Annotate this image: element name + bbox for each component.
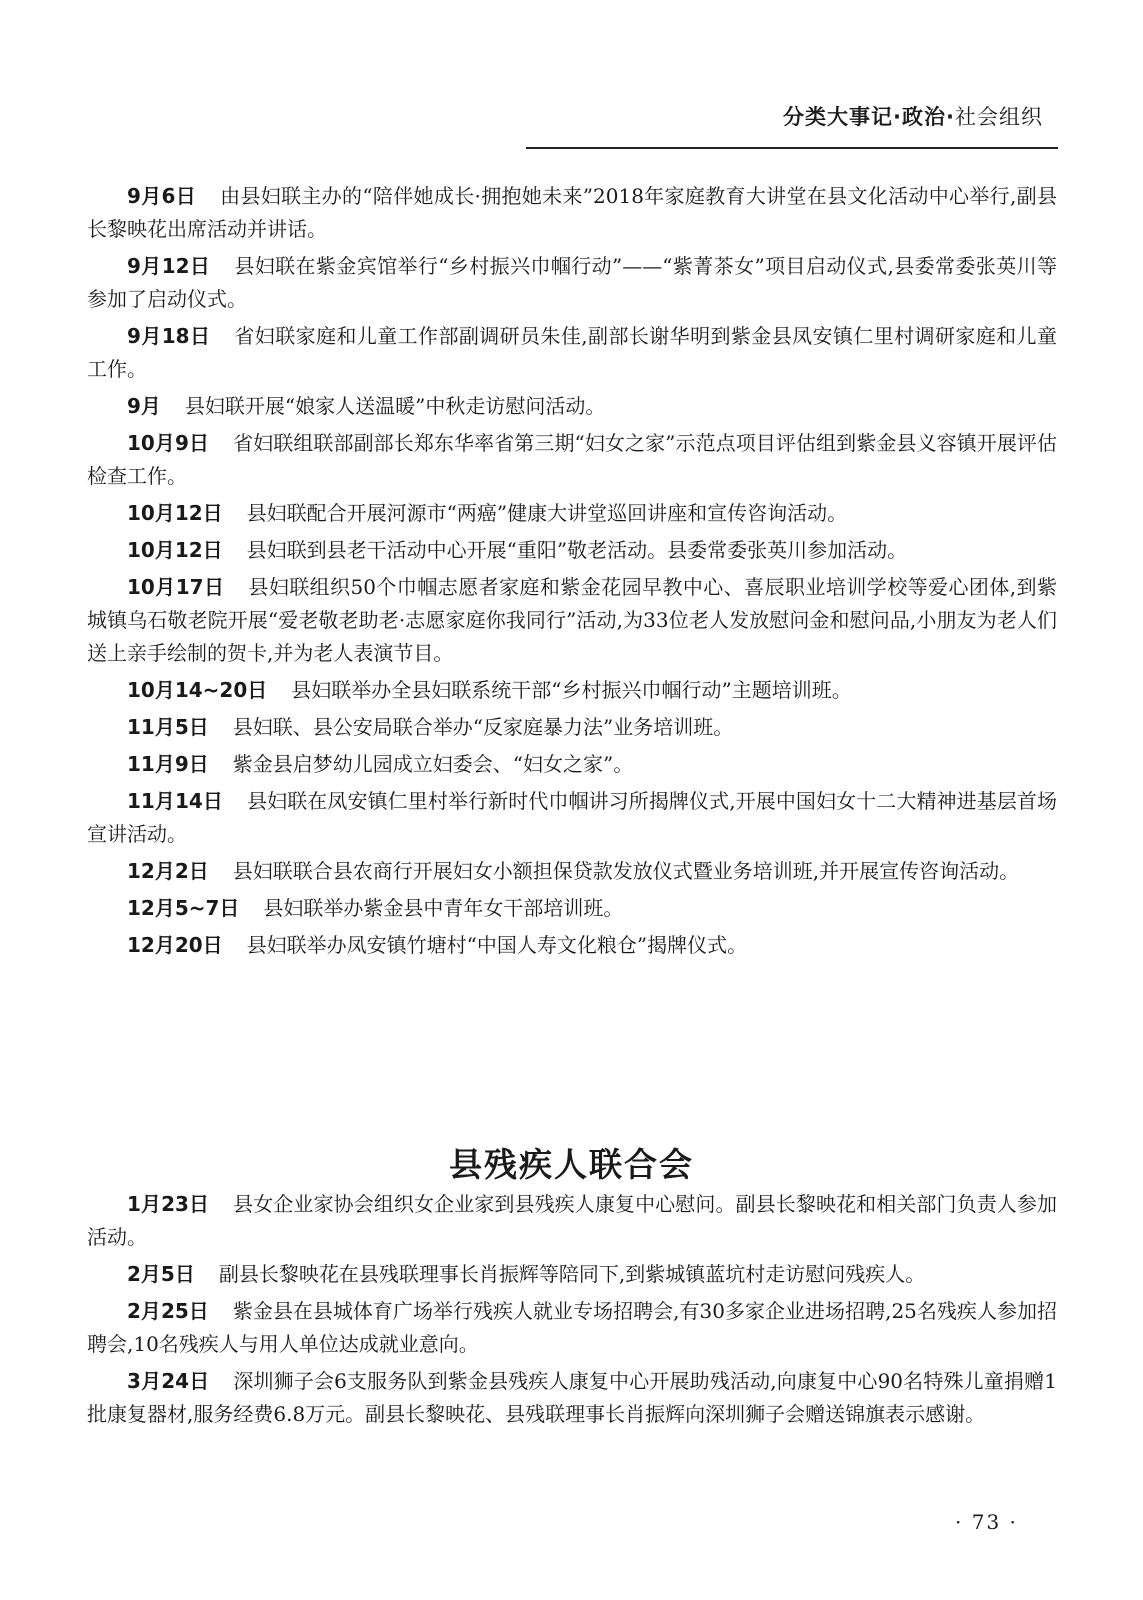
chronicle-entry xyxy=(87,1295,1057,1361)
running-head-title: 分类大事记·政治· xyxy=(783,105,955,129)
chronicle-entry xyxy=(87,855,1057,888)
entry-date: 9月12日 xyxy=(127,254,211,278)
entry-text: 县妇联组织50个巾帼志愿者家庭和紫金花园早教中心、喜辰职业培训学校等爱心团体,到紫城镇乌石敬老院开展“爱老敬老助老·志愿家庭你我同行”活动,为33位老人发放慰问金和慰问品,小朋友为老人们送上亲手绘制的贺卡,并为老人表演节目。 xyxy=(87,575,1057,665)
entry-text: 省妇联组联部副部长郑东华率省第三期“妇女之家”示范点项目评估组到紫金县义容镇开展评估检查工作。 xyxy=(87,431,1058,488)
entry-date: 10月12日 xyxy=(127,501,223,525)
entry-date: 2月25日 xyxy=(127,1299,209,1323)
entry-text: 县妇联举办紫金县中青年女干部培训班。 xyxy=(263,896,624,920)
chronicle-entry xyxy=(87,674,1057,707)
chronicle-entry xyxy=(87,427,1057,493)
entry-date: 2月5日 xyxy=(127,1262,195,1286)
page-number: · 73 · xyxy=(955,1510,1018,1534)
chronicle-entry xyxy=(87,320,1057,386)
entry-text: 县妇联到县老干活动中心开展“重阳”敬老活动。县委常委张英川参加活动。 xyxy=(246,538,908,562)
entry-text: 紫金县在县城体育广场举行残疾人就业专场招聘会,有30多家企业进场招聘,25名残疾人参加招聘会,10名残疾人与用人单位达成就业意向。 xyxy=(87,1299,1057,1356)
chronicle-entry xyxy=(87,180,1057,246)
running-head-subtitle: 社会组织 xyxy=(955,105,1043,129)
women-federation-chronicle xyxy=(87,180,1057,966)
entry-text: 紫金县启梦幼儿园成立妇委会、“妇女之家”。 xyxy=(232,752,634,776)
entry-text: 县妇联配合开展河源市“两癌”健康大讲堂巡回讲座和宣传咨询活动。 xyxy=(246,501,848,525)
chronicle-entry xyxy=(87,892,1057,925)
chronicle-entry xyxy=(87,929,1057,962)
chronicle-entry xyxy=(87,571,1057,670)
entry-date: 9月 xyxy=(127,394,161,418)
header-rule xyxy=(526,147,1058,149)
chronicle-entry xyxy=(87,534,1057,567)
chronicle-entry xyxy=(87,785,1057,851)
chronicle-entry xyxy=(87,497,1057,530)
entry-date: 11月5日 xyxy=(127,715,209,739)
entry-text: 县女企业家协会组织女企业家到县残疾人康复中心慰问。副县长黎映花和相关部门负责人参加活动。 xyxy=(87,1192,1058,1249)
entry-date: 12月5~7日 xyxy=(127,896,240,920)
entry-date: 10月9日 xyxy=(127,431,210,455)
entry-text: 县妇联在紫金宾馆举行“乡村振兴巾帼行动”——“紫菁茶女”项目启动仪式,县委常委张英川等参加了启动仪式。 xyxy=(87,254,1057,311)
entry-text: 县妇联在凤安镇仁里村举行新时代巾帼讲习所揭牌仪式,开展中国妇女十二大精神进基层首场宣讲活动。 xyxy=(87,789,1057,846)
chronicle-entry xyxy=(87,1258,1057,1291)
entry-text: 县妇联开展“娘家人送温暖”中秋走访慰问活动。 xyxy=(184,394,606,418)
entry-date: 10月12日 xyxy=(127,538,223,562)
chronicle-entry xyxy=(87,1188,1057,1254)
chronicle-entry xyxy=(87,1365,1057,1431)
entry-date: 11月9日 xyxy=(127,752,209,776)
running-head xyxy=(783,101,1043,131)
entry-date: 3月24日 xyxy=(127,1369,210,1393)
entry-date: 12月2日 xyxy=(127,859,209,883)
entry-text: 县妇联举办全县妇联系统干部“乡村振兴巾帼行动”主题培训班。 xyxy=(291,678,852,702)
entry-date: 11月14日 xyxy=(127,789,224,813)
entry-text: 由县妇联主办的“陪伴她成长·拥抱她未来”2018年家庭教育大讲堂在县文化活动中心举行,副县长黎映花出席活动并讲话。 xyxy=(87,184,1057,241)
disabled-federation-chronicle xyxy=(87,1188,1057,1435)
entry-date: 12月20日 xyxy=(127,933,223,957)
entry-text: 县妇联、县公安局联合举办“反家庭暴力法”业务培训班。 xyxy=(232,715,734,739)
section-title: 县残疾人联合会 xyxy=(449,1145,694,1185)
entry-text: 深圳狮子会6支服务队到紫金县残疾人康复中心开展助残活动,向康复中心90名特殊儿童捐赠1批康复器材,服务经费6.8万元。副县长黎映花、县残联理事长肖振辉向深圳狮子会赠送锦旗表示感谢。 xyxy=(87,1369,1057,1426)
entry-text: 县妇联联合县农商行开展妇女小额担保贷款发放仪式暨业务培训班,并开展宣传咨询活动。 xyxy=(232,859,1020,883)
entry-text: 省妇联家庭和儿童工作部副调研员朱佳,副部长谢华明到紫金县凤安镇仁里村调研家庭和儿童工作。 xyxy=(87,324,1057,381)
entry-text: 副县长黎映花在县残联理事长肖振辉等陪同下,到紫城镇蓝坑村走访慰问残疾人。 xyxy=(218,1262,926,1286)
entry-date: 10月14~20日 xyxy=(127,678,268,702)
entry-date: 9月6日 xyxy=(127,184,197,208)
entry-date: 1月23日 xyxy=(127,1192,210,1216)
entry-date: 10月17日 xyxy=(127,575,225,599)
entry-text: 县妇联举办凤安镇竹塘村“中国人寿文化粮仓”揭牌仪式。 xyxy=(246,933,748,957)
chronicle-entry xyxy=(87,748,1057,781)
chronicle-entry xyxy=(87,250,1057,316)
chronicle-entry xyxy=(87,390,1057,423)
chronicle-entry xyxy=(87,711,1057,744)
entry-date: 9月18日 xyxy=(127,324,211,348)
